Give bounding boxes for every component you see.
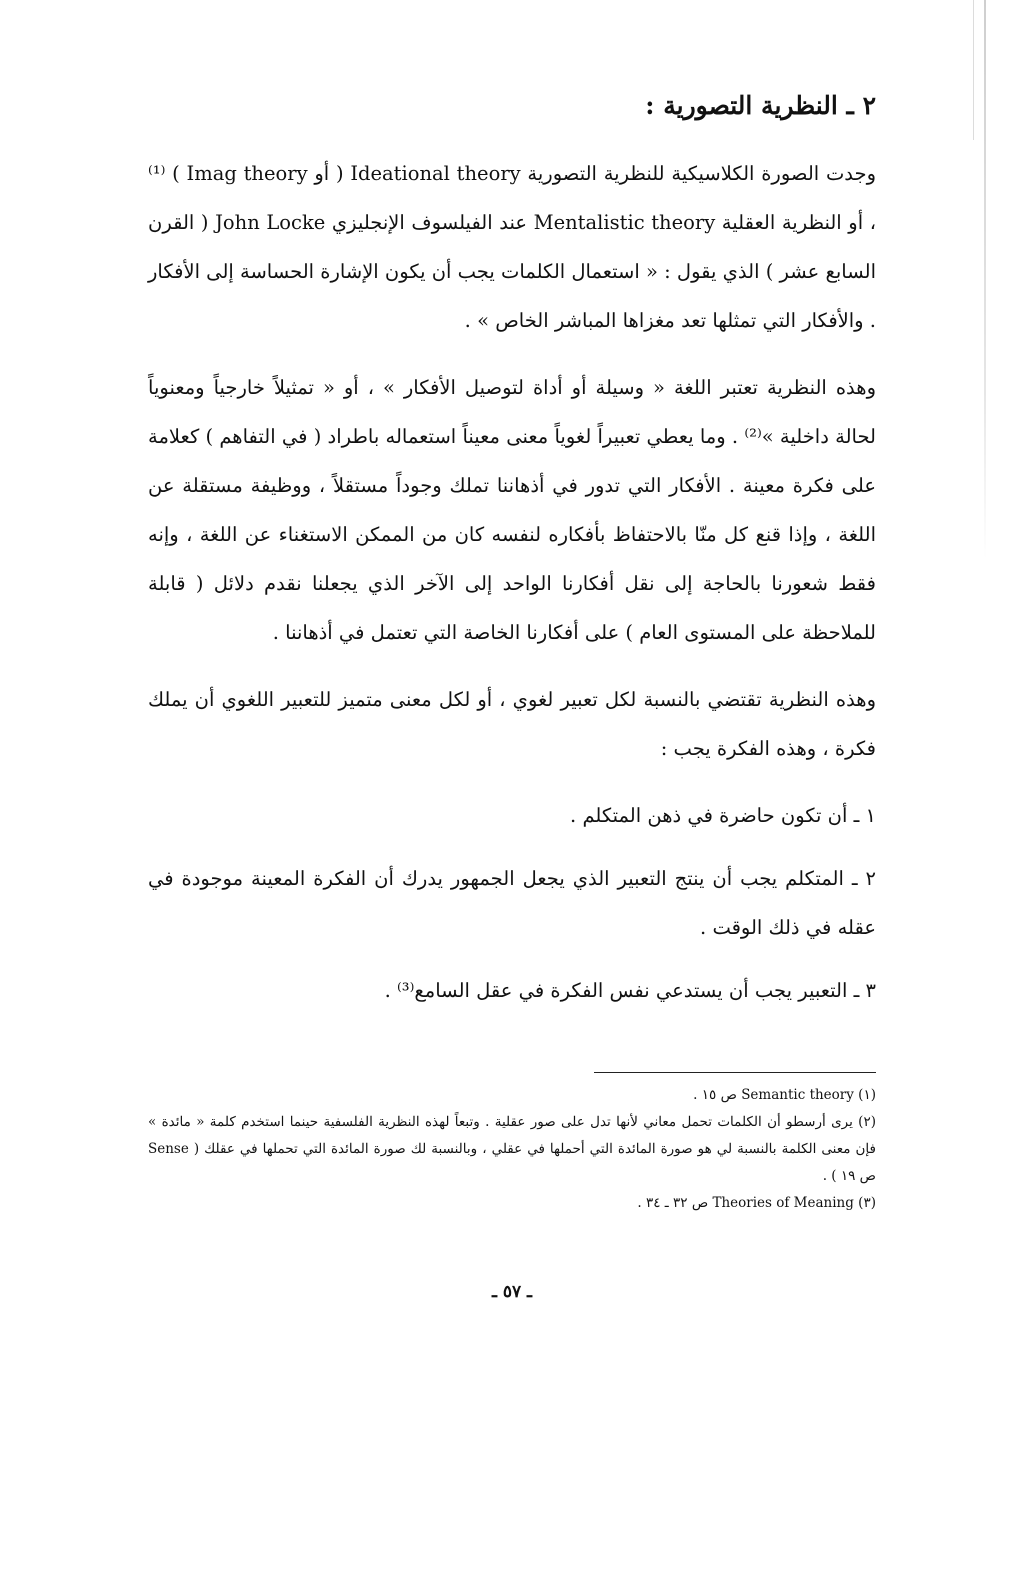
paragraph-2: وهذه النظرية تعتبر اللغة « وسيلة أو أداة لتوصيل الأفكار » ، أو « تمثيلاً خارجياً ومعنوياً لحالة داخلية »⁽²⁾ . وما يعطي تعبيراً لغوياً معنى معيناً استعماله باطراد ( في التفاهم ) كعلامة على فكرة معينة . الأفكار التي تدور في أذهاننا تملك وجوداً مستقلاً ، ووظيفة مستقلة عن اللغة ، وإذا قنع كل منّا بالاحتفاظ بأفكاره لنفسه كان من الممكن الاستغناء عن اللغة ، وإنه فقط شعورنا بالحاجة إلى نقل أفكارنا الواحد إلى الآخر الذي يجعلنا نقدم دلائل ( قابلة للملاحظة على المستوى العام ) على أفكارنا الخاصة التي تعتمل في أذهاننا . — [148, 376, 876, 644]
scan-edge-line-secondary — [973, 0, 974, 140]
footnote-1: (١) Semantic theory ص ١٥ . — [693, 1087, 876, 1103]
footnotes — [148, 1082, 876, 1217]
list-item-1: ١ ـ أن تكون حاضرة في ذهن المتكلم . — [570, 804, 876, 827]
section-heading: ٢ ـ النظرية التصورية : — [645, 91, 876, 120]
list-item-2: ٢ ـ المتكلم يجب أن ينتج التعبير الذي يجعل الجمهور يدرك أن الفكرة المعينة موجودة في عقله في ذلك الوقت . — [148, 867, 876, 939]
scan-edge-line — [984, 0, 986, 560]
page-number: ـ ٥٧ ـ — [491, 1282, 533, 1302]
paragraph-3: وهذه النظرية تقتضي بالنسبة لكل تعبير لغوي ، أو لكل معنى متميز للتعبير اللغوي أن يملك فكرة ، وهذه الفكرة يجب : — [148, 688, 876, 760]
list-item-3: ٣ ـ التعبير يجب أن يستدعي نفس الفكرة في عقل السامع⁽³⁾ . — [384, 979, 876, 1002]
paragraph-1: وجدت الصورة الكلاسيكية للنظرية التصورية Ideational theory ( أو Imag theory ) ⁽¹⁾ ، أو النظرية العقلية Mentalistic theory عند الفيلسوف الإنجليزي John Locke ( القرن السابع عشر ) الذي يقول : « استعمال الكلمات يجب أن يكون الإشارة الحساسة إلى الأفكار . والأفكار التي تمثلها تعد مغزاها المباشر الخاص » . — [148, 162, 877, 332]
footnote-3: (٣) Theories of Meaning ص ٣٢ ـ ٣٤ . — [637, 1195, 876, 1211]
footnote-divider — [594, 1072, 876, 1073]
page-body — [148, 88, 876, 1029]
footnote-2: (٢) يرى أرسطو أن الكلمات تحمل معاني لأنها تدل على صور عقلية . وتبعاً لهذه النظرية الفلسفية حينما استخدم كلمة « مائدة » فإن معنى الكلمة بالنسبة لي هو صورة المائدة التي أحملها في عقلي ، وبالنسبة لك صورة المائدة التي تحملها في عقلك ( Sense ص ١٩ ) . — [148, 1114, 876, 1184]
